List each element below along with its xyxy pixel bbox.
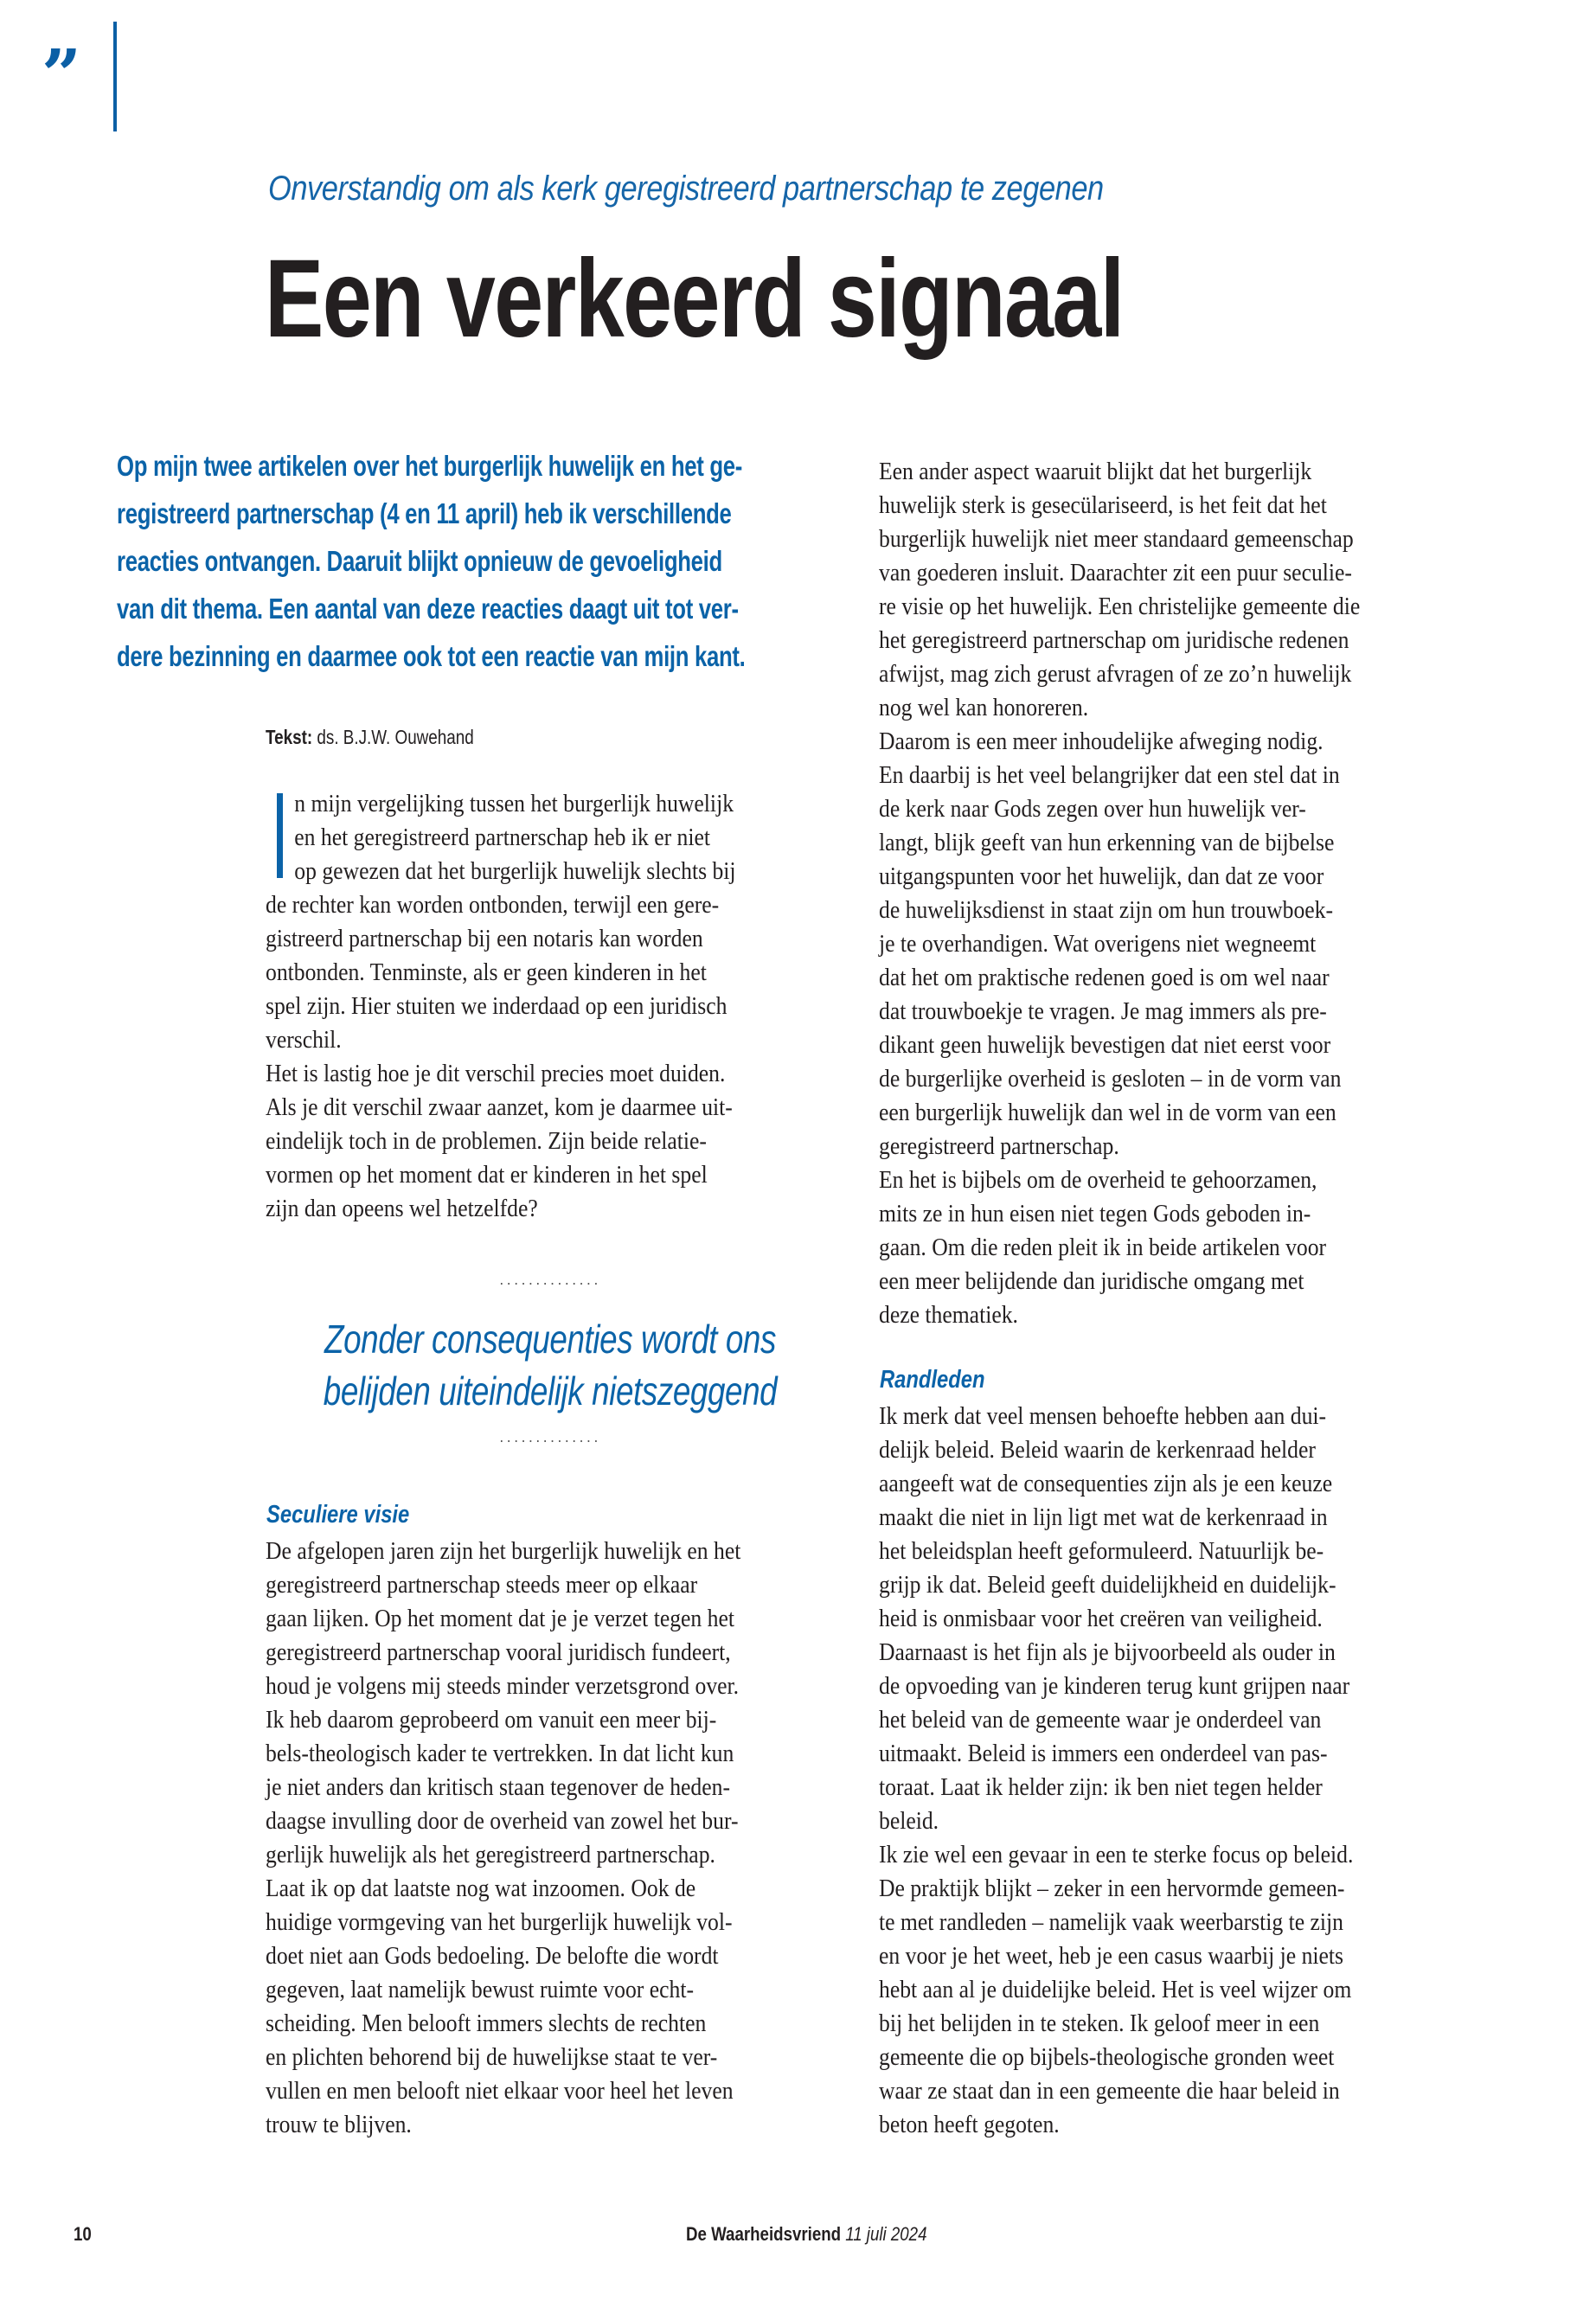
header-divider-bar (113, 22, 117, 131)
body-text-line: spel zijn. Hier stuiten we inderdaad op een juridisch (266, 993, 727, 1020)
body-text-line: deze thematiek. (879, 1302, 1018, 1329)
body-text-line: uitmaakt. Beleid is immers een onderdeel van pas- (879, 1740, 1328, 1767)
body-text-line: gerlijk huwelijk als het geregistreerd partnerschap. (266, 1842, 715, 1868)
body-text-line: Daarnaast is het fijn als je bijvoorbeeld als ouder in (879, 1639, 1336, 1666)
intro-line: Op mijn twee artikelen over het burgerlijk huwelijk en het ge- (117, 450, 743, 482)
right-column-section-2 (879, 1400, 1467, 2142)
body-text-line: een meer belijdende dan juridische omgang met (879, 1268, 1304, 1295)
section-heading-seculiere-visie: Seculiere visie (266, 1501, 410, 1529)
body-text-line: ontbonden. Tenminste, als er geen kinderen in het (266, 959, 707, 986)
article-subtitle: Onverstandig om als kerk geregistreerd partnerschap te zegenen (268, 170, 1104, 208)
body-text-line: uitgangspunten voor het huwelijk, dan dat ze voor (879, 863, 1324, 890)
left-column-section-1 (266, 787, 854, 1226)
body-text-line: het beleid van de gemeente waar je onderdeel van (879, 1707, 1322, 1734)
body-text-line: daagse invulling door de overheid van zowel het bur- (266, 1808, 739, 1835)
body-text-line: scheiding. Men belooft immers slechts de rechten (266, 2010, 707, 2037)
body-text-line: n mijn vergelijking tussen het burgerlijk huwelijk (294, 791, 734, 817)
right-column-section-1 (879, 455, 1467, 1332)
article-intro (117, 447, 982, 685)
body-text-line: En daarbij is het veel belangrijker dat een stel dat in (879, 762, 1340, 789)
body-text-line: beton heeft gegoten. (879, 2112, 1060, 2138)
body-text-line: Daarom is een meer inhoudelijke afweging nodig. (879, 728, 1324, 755)
body-text-line: Ik heb daarom geprobeerd om vanuit een meer bij- (266, 1707, 717, 1734)
body-text-line: je te overhandigen. Wat overigens niet wegneemt (879, 931, 1317, 958)
pull-quote-dots-top: .............. (499, 1272, 601, 1288)
body-text-line: trouw te blijven. (266, 2112, 412, 2138)
body-text-line: re visie op het huwelijk. Een christelijke gemeente die (879, 593, 1361, 620)
publication-date: 11 juli 2024 (845, 2223, 927, 2245)
body-text-line: maakt die niet in lijn ligt met wat de kerkenraad in (879, 1504, 1328, 1531)
body-text-line: nog wel kan honoreren. (879, 695, 1089, 721)
intro-line: dere bezinning en daarmee ook tot een reactie van mijn kant. (117, 640, 746, 672)
byline-author: ds. B.J.W. Ouwehand (317, 726, 474, 748)
body-text-line: de kerk naar Gods zegen over hun huwelijk ver- (879, 796, 1306, 823)
body-text-line: waar ze staat dan in een gemeente die haar beleid in (879, 2078, 1340, 2105)
body-text-line: en het geregistreerd partnerschap heb ik er niet (294, 824, 711, 851)
body-text-line: vormen op het moment dat er kinderen in het spel (266, 1162, 708, 1189)
body-text-line: En het is bijbels om de overheid te gehoorzamen, (879, 1167, 1317, 1194)
pull-quote (266, 1273, 835, 1445)
intro-line: van dit thema. Een aantal van deze reacties daagt uit tot ver- (117, 593, 739, 625)
body-text-line: bels-theologisch kader te vertrekken. In dat licht kun (266, 1740, 734, 1767)
body-text-line: heid is onmisbaar voor het creëren van veiligheid. (879, 1606, 1323, 1632)
body-text-line: toraat. Laat ik helder zijn: ik ben niet tegen helder (879, 1774, 1323, 1801)
body-text-line: het geregistreerd partnerschap om juridische redenen (879, 627, 1349, 654)
body-text-line: burgerlijk huwelijk niet meer standaard gemeenschap (879, 526, 1354, 553)
body-text-line: de opvoeding van je kinderen terug kunt grijpen naar (879, 1673, 1350, 1700)
body-text-line: huwelijk sterk is gesecülariseerd, is het feit dat het (879, 492, 1327, 519)
publication-footer (686, 2223, 926, 2246)
byline (266, 726, 474, 749)
section-heading-randleden: Randleden (880, 1366, 985, 1394)
body-text-line: grijp ik dat. Beleid geeft duidelijkheid en duidelijk- (879, 1572, 1336, 1599)
body-text-line: en voor je het weet, heb je een casus waarbij je niets (879, 1943, 1344, 1970)
body-text-line: en plichten behorend bij de huwelijkse staat te ver- (266, 2044, 718, 2071)
publication-name: De Waarheidsvriend (686, 2223, 842, 2245)
body-text-line: delijk beleid. Beleid waarin de kerkenraad helder (879, 1437, 1316, 1464)
body-text-line: gemeente die op bijbels-theologische gronden weet (879, 2044, 1335, 2071)
body-text-line: aangeeft wat de consequenties zijn als je een keuze (879, 1471, 1333, 1497)
intro-line: registreerd partnerschap (4 en 11 april) heb ik verschillende (117, 497, 732, 529)
body-text-line: Als je dit verschil zwaar aanzet, kom je daarmee uit- (266, 1094, 733, 1121)
body-text-line: van goederen insluit. Daarachter zit een puur seculie- (879, 560, 1352, 586)
body-text-line: gaan lijken. Op het moment dat je je verzet tegen het (266, 1606, 735, 1632)
body-text-line: zijn dan opeens wel hetzelfde? (266, 1195, 538, 1222)
body-text-line: De afgelopen jaren zijn het burgerlijk huwelijk en het (266, 1538, 741, 1565)
page-number: 10 (74, 2223, 92, 2245)
pull-quote-line: Zonder consequenties wordt ons (324, 1317, 776, 1362)
pull-quote-line: belijden uiteindelijk nietszeggend (323, 1368, 778, 1413)
body-text-line: Laat ik op dat laatste nog wat inzoomen. Ook de (266, 1875, 696, 1902)
body-text-line: hebt aan al je duidelijke beleid. Het is veel wijzer om (879, 1977, 1352, 2003)
body-text-line: beleid. (879, 1808, 939, 1835)
body-text-line: dat het om praktische redenen goed is om wel naar (879, 965, 1330, 991)
body-text-line: houd je volgens mij steeds minder verzetsgrond over. (266, 1673, 740, 1700)
body-text-line: vullen en men belooft niet elkaar voor heel het leven (266, 2078, 734, 2105)
body-text-line: langt, blijk geeft van hun erkenning van de bijbelse (879, 830, 1335, 856)
body-text-line: de rechter kan worden ontbonden, terwijl een gere- (266, 892, 720, 919)
body-text-line: de burgerlijke overheid is gesloten – in de vorm van (879, 1066, 1342, 1093)
byline-label: Tekst: (266, 726, 313, 748)
closing-quote-icon: ” (42, 34, 82, 115)
body-text-line: de huwelijksdienst in staat zijn om hun trouwboek- (879, 897, 1334, 924)
body-text-line: afwijst, mag zich gerust afvragen of ze zo’n huwelijk (879, 661, 1352, 688)
body-text-line: bij het belijden in te steken. Ik geloof meer in een (879, 2010, 1320, 2037)
body-text-line: mits ze in hun eisen niet tegen Gods geboden in- (879, 1201, 1311, 1227)
body-text-line: verschil. (266, 1027, 342, 1054)
body-text-line: gistreerd partnerschap bij een notaris kan worden (266, 926, 703, 952)
body-text-line: gegeven, laat namelijk bewust ruimte voor echt- (266, 1977, 695, 2003)
body-text-line: je niet anders dan kritisch staan tegenover de heden- (266, 1774, 731, 1801)
body-text-line: Het is lastig hoe je dit verschil precies moet duiden. (266, 1061, 726, 1087)
body-text-line: op gewezen dat het burgerlijk huwelijk slechts bij (294, 858, 736, 885)
pull-quote-dots-bottom: .............. (499, 1429, 601, 1445)
body-text-line: De praktijk blijkt – zeker in een hervormde gemeen- (879, 1875, 1345, 1902)
body-text-line: het beleidsplan heeft geformuleerd. Natuurlijk be- (879, 1538, 1324, 1565)
body-text-line: gaan. Om die reden pleit ik in beide artikelen voor (879, 1234, 1327, 1261)
body-text-line: dikant geen huwelijk bevestigen dat niet eerst voor (879, 1032, 1331, 1059)
body-text-line: een burgerlijk huwelijk dan wel in de vorm van een (879, 1099, 1336, 1126)
intro-line: reacties ontvangen. Daaruit blijkt opnieuw de gevoeligheid (117, 545, 722, 577)
body-text-line: te met randleden – namelijk vaak weerbarstig te zijn (879, 1909, 1344, 1936)
body-text-line: geregistreerd partnerschap. (879, 1133, 1119, 1160)
body-text-line: dat trouwboekje te vragen. Je mag immers als pre- (879, 998, 1327, 1025)
body-text-line: Ik merk dat veel mensen behoefte hebben aan dui- (879, 1403, 1327, 1430)
body-text-line: Ik zie wel een gevaar in een te sterke focus op beleid. (879, 1842, 1354, 1868)
left-column-section-2 (266, 1535, 854, 2142)
body-text-line: Een ander aspect waaruit blijkt dat het burgerlijk (879, 458, 1312, 485)
body-text-line: doet niet aan Gods bedoeling. De belofte die wordt (266, 1943, 719, 1970)
body-text-line: geregistreerd partnerschap steeds meer op elkaar (266, 1572, 698, 1599)
body-text-line: geregistreerd partnerschap vooral juridisch fundeert, (266, 1639, 731, 1666)
body-text-line: huidige vormgeving van het burgerlijk huwelijk vol- (266, 1909, 733, 1936)
body-text-line: eindelijk toch in de problemen. Zijn beide relatie- (266, 1128, 707, 1155)
article-title: Een verkeerd signaal (265, 237, 1124, 361)
